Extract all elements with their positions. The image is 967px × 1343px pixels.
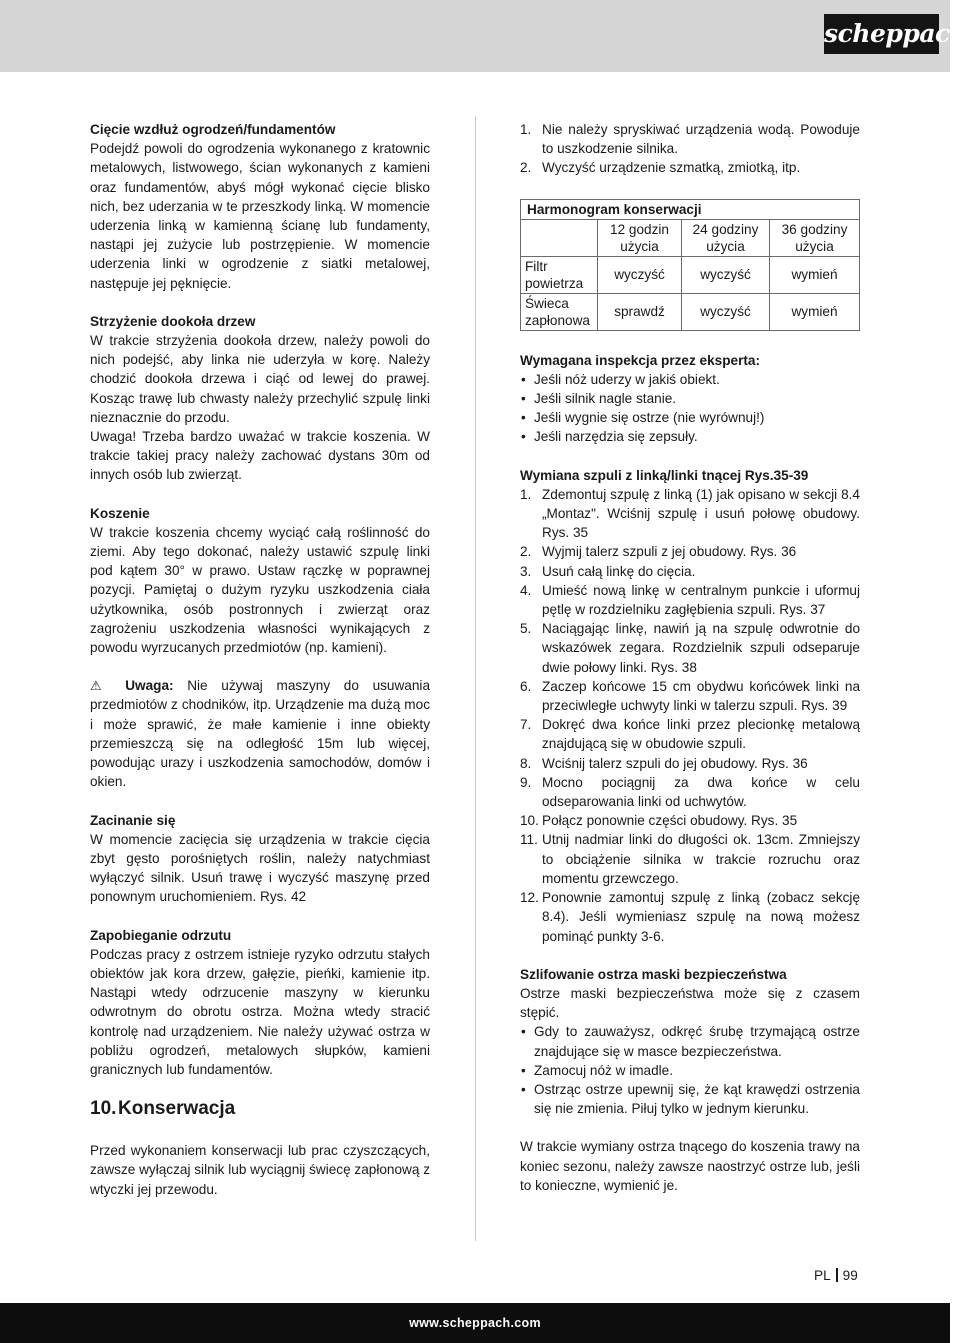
- list-item: • Ostrząc ostrze upewnij się, że kąt krawędzi ostrzenia się nie zmienia. Piłuj tylko w jednym kierunku.: [521, 1081, 860, 1117]
- list-item: 1. Zdemontuj szpulę z linką (1) jak opisano w sekcji 8.4 „Montaz". Wciśnij szpulę i usuń połowę obudowy. Rys. 35: [520, 486, 860, 541]
- bullet-icon: •: [521, 429, 526, 445]
- table-header-empty: [521, 219, 598, 256]
- section-text-fences: Podejdź powoli do ogrodzenia wykonanego z kratownic metalowych, listwowego, ścian wykonanych z kamieni oraz fundamentów, abyś mógł wykonać cięcie blisko nich, bez uderzania w te przeszkody linką. W momencie uderzenia linką w kamienną ścianę lub fundamenty, nastąpi jej zużycie lub postrzępienie. W momencie uderzenia linki w ogrodzenie z siatki metalowej, następuje jej pęknięcie.: [90, 141, 430, 291]
- table-title: Harmonogram konserwacji: [521, 199, 860, 219]
- section-text-trees: W trakcie strzyżenia dookoła drzew, należy powoli do nich podejść, aby linka nie uderzyła w korę. Należy chodzić dookoła drzewa i ciąć od lewej do prawej. Kosząc trawę lub chwasty należy przechylić szpulę linki nieznacznie do przodu.: [90, 333, 430, 425]
- page-separator: [836, 1268, 838, 1282]
- sharpening-list: [520, 1022, 860, 1118]
- list-item: 2. Wyczyść urządzenie szmatką, zmiotką, itp.: [520, 160, 801, 176]
- bullet-icon: •: [521, 391, 526, 407]
- left-column: [90, 120, 430, 1199]
- inspection-list: [520, 370, 860, 447]
- list-item: 6. Zaczep końcowe 15 cm obydwu końcówek linki na przeciwległe uchwyty linki w talerzu szpuli. Rys. 39: [520, 678, 860, 714]
- section-title-trees: Strzyżenie dookoła drzew: [90, 313, 256, 329]
- section-text-jamming: W momencie zacięcia się urządzenia w trakcie cięcia zbyt gęsto porośniętych roślin, należy natychmiast wyłączyć silnik. Usuń trawę i wyczyść maszynę przed ponownym uruchomieniem. Rys. 42: [90, 831, 430, 905]
- section-title-spool: Wymiana szpuli z linką/linki tnącej Rys.35-39: [520, 467, 809, 483]
- section-text-trees-warning: Uwaga! Trzeba bardzo uważać w trakcie koszenia. W trakcie takiej pracy należy zachować dystans 30m od innych osób lub zwierząt.: [90, 429, 430, 483]
- table-row-label: Filtr powietrza: [521, 256, 598, 293]
- section-title-inspection: Wymagana inspekcja przez eksperta:: [520, 352, 761, 368]
- table-header-row: [521, 219, 860, 256]
- list-item: • Gdy to zauważysz, odkręć śrubę trzymającą ostrze znajdujące się w masce bezpieczeństwa.: [521, 1024, 860, 1059]
- right-column: [520, 120, 860, 1195]
- bullet-icon: •: [521, 1081, 526, 1097]
- table-cell: wymień: [770, 293, 860, 330]
- bullet-icon: •: [521, 1024, 526, 1040]
- list-item: • Jeśli silnik nagle stanie.: [520, 389, 860, 408]
- chapter-title: Konserwacja: [118, 1098, 236, 1120]
- table-cell: wyczyść: [598, 256, 682, 293]
- table-header-cell: 12 godzin użycia: [598, 219, 682, 256]
- section-title-kickback: Zapobieganie odrzutu: [90, 927, 232, 943]
- section-text-sharpening: Ostrze maski bezpieczeństwa może się z czasem stępić.: [520, 985, 860, 1021]
- section-text-mowing: W trakcie koszenia chcemy wyciąć całą roślinność do ziemi. Aby tego dokonać, należy ustawić szpulę linki pod kątem 30° w prawo. Ustaw rączkę w poprawnej pozycji. Pamiętaj o dużym ryzyku uszkodzenia ciała użytkownika, osób postronnych i zwierząt oraz zagrożeniu uszkodzenia własności wynikających z powodu wyrzucanych przedmiotów (np. kamieni).: [90, 524, 430, 656]
- section-title-jamming: Zacinanie się: [90, 812, 176, 828]
- section-text-maintenance: Przed wykonaniem konserwacji lub prac czyszczących, zawsze wyłączaj silnik lub wyciągnij świecę zapłonową z wtyczki jej przewodu.: [90, 1143, 430, 1197]
- list-item: 8. Wciśnij talerz szpuli do jej obudowy. Rys. 36: [520, 755, 808, 771]
- list-item: 12. Ponownie zamontuj szpulę z linką (zobacz sekcję 8.4). Jeśli wymieniasz szpulę na nową możesz pominąć punkty 3-6.: [520, 890, 860, 944]
- page-num: 99: [842, 1268, 858, 1283]
- spool-steps-list: [520, 485, 860, 946]
- section-text-kickback: Podczas pracy z ostrzem istnieje ryzyko odrzutu stałych obiektów jak kora drzew, gałęzie, pieńki, kamienie itp. Nastąpi wtedy odrzucenie maszyny w kierunku odwrotnym do obrotu ostrza. Można wtedy stracić kontrolę nad urządzeniem. Nie należy używać ostrza w pobliżu ogrodzeń, metalowych słupków, kamieni granicznych lub fundamentów.: [90, 946, 430, 1077]
- maintenance-schedule-table: [520, 199, 860, 331]
- warning-paragraph: [90, 676, 430, 791]
- chapter-number: 10.: [90, 1098, 117, 1120]
- list-item: 10. Połącz ponownie części obudowy. Rys. 35: [520, 813, 798, 829]
- list-item: 2. Wyjmij talerz szpuli z jej obudowy. Rys. 36: [520, 544, 797, 560]
- list-item: 11. Utnij nadmiar linki do długości ok. 13cm. Zmniejszy to obciążenie silnika w trakcie rozruchu oraz momentu grzewczego.: [520, 832, 860, 886]
- table-row: [521, 256, 860, 293]
- bullet-icon: •: [521, 371, 526, 387]
- section-title-sharpening: Szlifowanie ostrza maski bezpieczeństwa: [520, 966, 787, 982]
- footer-url[interactable]: www.scheppach.com: [409, 1316, 541, 1330]
- page-lang: PL: [814, 1268, 831, 1283]
- table-cell: sprawdź: [598, 293, 682, 330]
- table-cell: wyczyść: [682, 293, 770, 330]
- warning-icon: ⚠: [90, 678, 112, 694]
- section-title-mowing: Koszenie: [90, 505, 150, 521]
- list-item: • Jeśli narzędzia się zepsuły.: [520, 427, 860, 446]
- table-row: [521, 293, 860, 330]
- list-item: 7. Dokręć dwa końce linki przez plecionkę metalową znajdującą się w obudowie szpuli.: [520, 717, 860, 752]
- table-header-cell: 36 godziny użycia: [770, 219, 860, 256]
- cleaning-list: [520, 120, 860, 178]
- list-item: • Zamocuj nóż w imadle.: [520, 1061, 860, 1080]
- table-cell: wyczyść: [682, 256, 770, 293]
- bullet-icon: •: [521, 410, 526, 426]
- list-item: • Jeśli wygnie się ostrze (nie wyrównuj!): [520, 408, 860, 427]
- bullet-icon: •: [521, 1062, 526, 1078]
- column-divider: [475, 116, 476, 1241]
- table-title-row: [521, 199, 860, 219]
- table-header-cell: 24 godziny użycia: [682, 219, 770, 256]
- list-item: • Jeśli nóż uderzy w jakiś obiekt.: [520, 370, 860, 389]
- list-item: 5. Naciągając linkę, nawiń ją na szpulę odwrotnie do wskazówek zegara. Rozdzielnik szpuli odseparuje dwie połowy linki. Rys. 38: [520, 621, 860, 675]
- list-item: 3. Usuń całą linkę do cięcia.: [520, 563, 696, 579]
- footer-band: [0, 1303, 950, 1343]
- section-text-season: W trakcie wymiany ostrza tnącego do koszenia trawy na koniec sezonu, należy zawsze naostrzyć ostrze lub, jeśli to konieczne, wymienić je.: [520, 1139, 860, 1193]
- list-item: 1. Nie należy spryskiwać urządzenia wodą. Powoduje to uszkodzenie silnika.: [520, 122, 860, 157]
- warning-label: Uwaga:: [125, 678, 174, 694]
- page-number: [814, 1266, 858, 1285]
- header-band: [0, 0, 950, 72]
- list-item: 4. Umieść nową linkę w centralnym punkcie i uformuj pętlę w rozdzielniku zagłębienia szpuli. Rys. 37: [520, 582, 860, 618]
- table-row-label: Świeca zapłonowa: [521, 293, 598, 330]
- section-title-fences: Cięcie wzdłuż ogrodzeń/fundamentów: [90, 122, 336, 137]
- brand-logo: scheppach: [824, 14, 939, 54]
- table-cell: wymień: [770, 256, 860, 293]
- warning-text: Nie używaj maszyny do usuwania przedmiotów z chodników, itp. Urządzenie ma dużą moc i może sprawić, że małe kamienie i inne obiekty przemieszczą się na odległość 15m lub więcej, powodując urazy i uszkodzenia samochodów, domów i okien.: [90, 678, 431, 790]
- list-item: 9. Mocno pociągnij za dwa końce w celu odseparowania linki od uchwytów.: [520, 774, 860, 810]
- chapter-heading: [90, 1097, 430, 1121]
